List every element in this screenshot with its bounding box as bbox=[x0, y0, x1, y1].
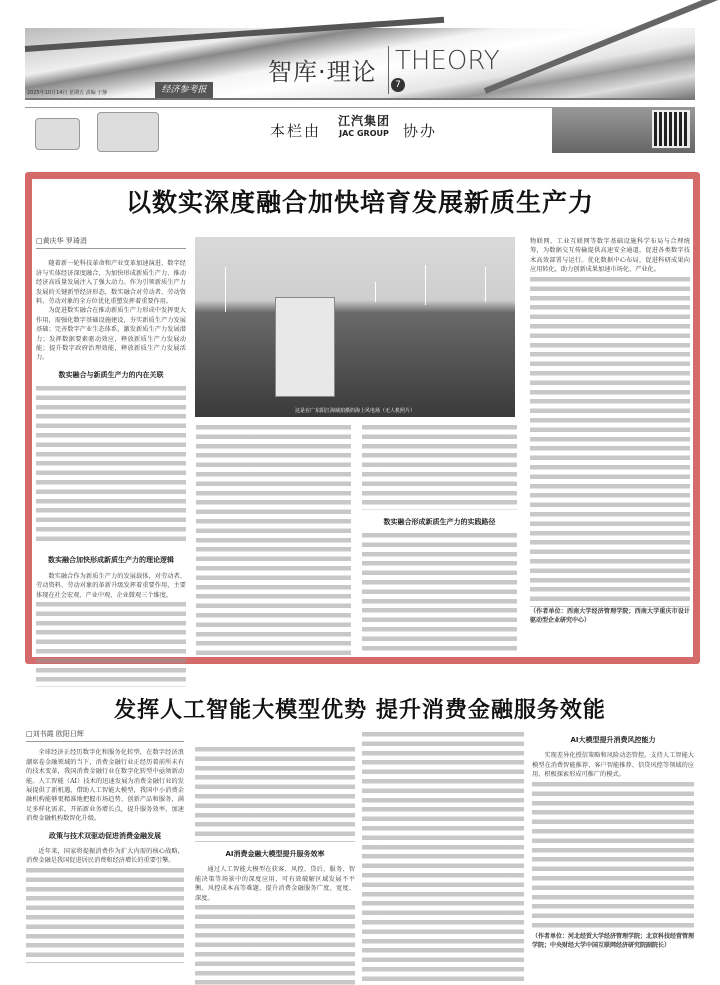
article1-right-para: 物联网、工业互联网等数字基础设施科学布局与合理统筹，为数据交互传输提供高速安全通道，促进各类数字技术高效部署与运行。优化数据中心布局，促进科研成果向应用转化，助力创新成果加速市场化、产业化。 bbox=[530, 238, 690, 274]
section-title: 智库·理论 bbox=[268, 58, 377, 86]
offshore-wind-photo bbox=[195, 237, 515, 417]
article2-risk-para: 实现差异化授信策略和风险动态管控。支持人工智能大模型在消费智能推荐、客户智能推荐、信贷风控等领域的应用，积极探索形成可推广的模式。 bbox=[532, 752, 694, 779]
article2-col4 bbox=[532, 730, 694, 950]
article1-subhead-2: 数实融合加快形成新质生产力的理论逻辑 bbox=[48, 556, 174, 565]
article1-title: 以数实深度融合加快培育发展新质生产力 bbox=[125, 188, 594, 217]
photo-caption: 这是在广东阳江海域拍摄的海上风电场（无人机照片） bbox=[294, 408, 415, 414]
jac-logo-cn: 江汽集团 bbox=[338, 114, 391, 128]
article2-col2 bbox=[195, 745, 355, 985]
article2-intro: 全球经济正经历数字化和服务化转型，在数字经济浪潮席卷金融领域的当下，消费金融行业正经历着前所未有的技术变革，我国消费金融行业在数字化转型中亟须新动能。人工智能（AI）技术的迅速发展为消费金融行业的发展提供了新机遇，借助人工智能大模型，我国中小消费金融机构能够更精准地把握市场趋势、创新产品和服务，满足多样化需求，开拓新业务增长点，提升服务效率，加速消费金融机构数智化升级。 bbox=[26, 749, 184, 823]
qr-code[interactable] bbox=[652, 110, 690, 148]
article1-subhead-3: 数实融合形成新质生产力的实践路径 bbox=[383, 518, 496, 526]
body-text bbox=[196, 425, 351, 660]
sponsor-suffix: 协办 bbox=[403, 122, 438, 140]
jac-logo bbox=[338, 112, 390, 138]
body-text bbox=[36, 386, 186, 546]
truck-image bbox=[97, 112, 159, 152]
van-image bbox=[35, 118, 80, 150]
jac-logo-en: JAC GROUP bbox=[339, 129, 389, 138]
body-text bbox=[530, 277, 690, 607]
body-text bbox=[26, 868, 184, 963]
dateline: 2025年10月14日 星期五 责编 于静 bbox=[27, 90, 108, 96]
body-text bbox=[195, 905, 355, 985]
article1-subhead-1: 数实融合与新质生产力的内在关联 bbox=[58, 370, 164, 379]
article1-col4 bbox=[530, 237, 690, 625]
article2-subhead-1: 政策与技术双驱动促进消费金融发展 bbox=[49, 831, 161, 840]
article2-title: 发挥人工智能大模型优势 提升消费金融服务效能 bbox=[114, 697, 606, 723]
section-title-en: THEORY bbox=[388, 46, 500, 94]
article1-byline: □黄庆华 罗琦涓 bbox=[36, 237, 186, 249]
article1-logic-para: 数实融合作为新质生产力的发展载体，对劳动者、劳动资料、劳动对象的革新升级发挥着重要作用，主要体现在社会宏观、产业中观、企业微观三个维度。 bbox=[36, 572, 186, 599]
article1-col1 bbox=[36, 237, 186, 687]
body-text bbox=[362, 425, 517, 510]
body-text bbox=[362, 732, 524, 982]
page-number: 7 bbox=[391, 78, 405, 92]
article2-service-para: 通过人工智能大模型在获客、风控、贷后、服务、智能决策等场景中的深度应用，可有效破解区域发展不平衡、风控成本高等难题，提升消费金融服务广度、宽度、深度。 bbox=[195, 866, 355, 902]
article2-subhead-3: AI大模型提升消费风控能力 bbox=[570, 736, 656, 744]
article1-col3 bbox=[362, 423, 517, 653]
article2-policy-para: 近年来，国家将提振消费作为扩大内需的核心战略，消费金融是我国促进居民消费和经济增长的重要引擎。 bbox=[26, 848, 184, 865]
article2-author-unit: （作者单位：河北经贸大学经济管理学院；北京科技经营管理学院；中央财经大学中国互联网经济研究院副院长） bbox=[532, 932, 695, 950]
body-text bbox=[532, 782, 694, 932]
article1-col2 bbox=[196, 423, 351, 660]
body-text bbox=[362, 533, 517, 653]
masthead-logo: 经济参考报 bbox=[155, 82, 213, 98]
article2-col1 bbox=[26, 730, 184, 963]
body-text bbox=[36, 602, 186, 687]
sponsor-prefix: 本栏由 bbox=[270, 122, 322, 140]
body-text bbox=[195, 747, 355, 842]
article1-intro-2: 为促进数实融合在推动新质生产力形成中发挥更大作用，需强化数字基础设施建设，夯实新质生产力发展基础；完善数字产业生态体系，激发新质生产力发展潜力；发挥数据要素驱动效应，释放新质生产力发展动能；提升数字政府治理效能，释放新质生产力发展活力。 bbox=[36, 307, 186, 362]
article1-author-unit: （作者单位：西南大学经济管理学院；西南大学重庆市设计驱动型企业研究中心） bbox=[530, 607, 690, 625]
article2-col3 bbox=[362, 730, 524, 982]
article1-intro-1: 随着新一轮科技革命和产业变革加速演进，数字经济与实体经济深度融合，为加快形成新质生产力、推动经济高质量发展注入了强大动力。作为引领新质生产力发展的关键新型经济形态，数实融合对劳动者、劳动资料、劳动对象的全方位优化重塑发挥着重要作用。 bbox=[36, 260, 186, 306]
article2-subhead-2: AI消费金融大模型提升服务效率 bbox=[225, 850, 325, 858]
article2-byline: □刘书霞 欧阳日辉 bbox=[26, 730, 184, 742]
